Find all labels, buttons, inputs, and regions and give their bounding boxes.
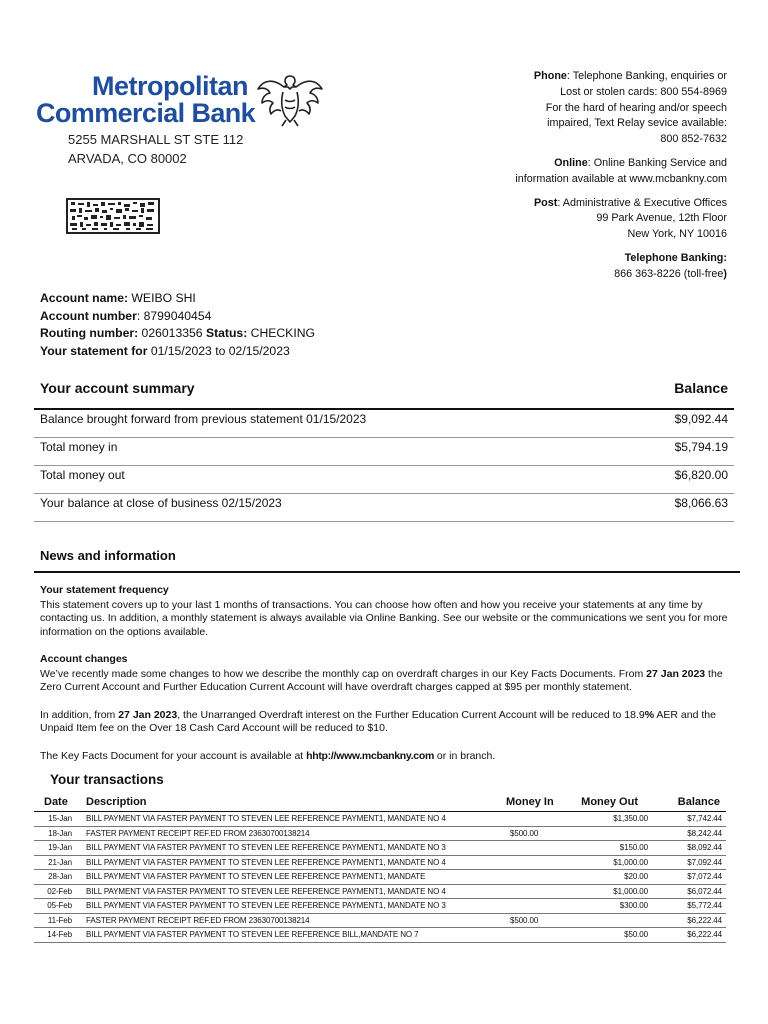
status-value: CHECKING [247,326,315,340]
account-number-line [40,308,315,326]
summary-row-value: $8,066.63 [674,496,728,510]
news-divider [34,571,740,573]
transaction-money-out: $150.00 [572,841,652,856]
account-changes-paragraph1 [40,668,732,695]
transaction-money-out: $1,000.00 [572,884,652,899]
summary-row [34,466,734,494]
transaction-description: FASTER PAYMENT RECEIPT REF.ED FROM 23630700138214 [82,826,502,841]
changes-p2-text: In addition, from [40,708,119,721]
changes-p1-rest: the Zero Current Account and Further Education Current Account will have overdraft charges capped at $95 per monthly statement. [40,667,723,693]
contact-phone [427,69,727,148]
transaction-row [34,812,726,827]
transaction-balance: $7,072.44 [652,870,726,885]
transaction-balance: $7,092.44 [652,855,726,870]
address-line2: ARVADA, CO 80002 [68,151,187,166]
balance-header: Balance [652,794,726,812]
summary-balance-header: Balance [674,380,728,396]
transaction-row [34,884,726,899]
transaction-money-in: $500.00 [502,913,572,928]
routing-value: 026013356 [138,326,206,340]
account-details [40,290,315,360]
summary-table [34,408,734,522]
summary-row [34,410,734,438]
transaction-balance: $6,072.44 [652,884,726,899]
changes-p2-date: 27 Jan 2023 [118,708,178,721]
transaction-money-out [572,913,652,928]
online-website: information available at www.mcbankny.com [515,172,727,185]
post-text: : Administrative & Executive Offices [557,196,727,209]
transaction-money-in [502,841,572,856]
transaction-row [34,928,726,943]
money-in-header: Money In [502,794,572,812]
summary-title: Your account summary [40,380,195,396]
transaction-money-out: $300.00 [572,899,652,914]
phone-lost-cards: Lost or stolen cards: 800 554-8969 [560,85,727,98]
phone-text-relay-number: 800 852-7632 [660,133,727,146]
transactions-table [34,794,726,943]
transaction-date: 14-Feb [34,928,82,943]
routing-line [40,325,315,343]
tel-banking-paren: ) [723,267,727,280]
contact-telephone-banking [427,251,727,283]
transaction-balance: $6,222.44 [652,928,726,943]
statement-period-value: 01/15/2023 to 02/15/2023 [147,343,290,358]
bank-logo [36,70,326,132]
customer-address [68,130,243,168]
transaction-money-in [502,855,572,870]
account-number-label: Account number [40,308,137,323]
summary-row-label: Total money in [40,440,118,454]
summary-row-label: Balance brought forward from previous statement 01/15/2023 [40,412,367,426]
transaction-money-out: $1,350.00 [572,812,652,827]
transaction-row [34,826,726,841]
tel-banking-label: Telephone Banking: [624,251,727,264]
transaction-balance: $5,772.44 [652,899,726,914]
post-label: Post [533,196,558,209]
changes-p2-rate: , the Unarranged Overdraft interest on the Further Education Current Account will be reduced to 18.9 [177,708,645,721]
transaction-balance: $6,222.44 [652,913,726,928]
transaction-balance: $7,742.44 [652,812,726,827]
transaction-date: 28-Jan [34,870,82,885]
post-address-line: 99 Park Avenue, 12th Floor [596,212,727,225]
summary-header [40,380,728,396]
transaction-row [34,899,726,914]
key-facts-text: The Key Facts Document for your account is available at [40,749,307,762]
transaction-row [34,855,726,870]
transaction-date: 19-Jan [34,841,82,856]
transaction-date: 11-Feb [34,913,82,928]
transaction-description: BILL PAYMENT VIA FASTER PAYMENT TO STEVEN LEE REFERENCE PAYMENT1, MANDATE NO 4 [82,884,502,899]
transaction-money-in [502,812,572,827]
summary-row-value: $9,092.44 [674,412,728,426]
statement-period-label: Your statement for [40,343,148,358]
date-header: Date [34,794,82,812]
online-text: : Online Banking Service and [587,156,727,169]
transaction-row [34,841,726,856]
transaction-description: BILL PAYMENT VIA FASTER PAYMENT TO STEVEN LEE REFERENCE PAYMENT1, MANDATE NO 3 [82,899,502,914]
transaction-date: 18-Jan [34,826,82,841]
address-line1: 5255 MARSHALL ST STE 112 [68,132,244,147]
bank-name-line1: Metropolitan [92,71,248,101]
contact-online [427,156,727,188]
transaction-money-out: $20.00 [572,870,652,885]
transaction-money-out [572,826,652,841]
summary-row-value: $6,820.00 [674,468,728,482]
routing-label: Routing number: [40,326,139,340]
transaction-date: 21-Jan [34,855,82,870]
transactions-title: Your transactions [50,772,164,787]
transaction-money-in [502,899,572,914]
changes-p1-text: We’ve recently made some changes to how we describe the monthly cap on overdraft charges in our Key Facts Documents. From [40,667,647,680]
transaction-money-in [502,928,572,943]
account-number-value: : 8799040454 [136,308,212,323]
bank-name-line2: Commercial Bank [36,98,256,128]
summary-row-label: Your balance at close of business 02/15/2023 [40,496,282,510]
account-changes-title: Account changes [40,653,128,665]
transaction-row [34,870,726,885]
key-facts-line [40,750,732,764]
transaction-description: BILL PAYMENT VIA FASTER PAYMENT TO STEVEN LEE REFERENCE PAYMENT1, MANDATE NO 4 [82,855,502,870]
account-name-label: Account name: [40,291,129,305]
changes-p1-date: 27 Jan 2023 [646,667,706,680]
account-name-value: WEIBO SHI [128,291,196,305]
transaction-date: 02-Feb [34,884,82,899]
statement-frequency-text: This statement covers up to your last 1 months of transactions. You can choose how often and how you receive your statements at any time by contacting us. In addition, a monthly statement is always available via Online Banking. See our website or the communications we sent you for more information on the options available. [40,598,728,638]
transaction-row [34,913,726,928]
changes-p2-rest: AER and the Unpaid Item fee on the Over 18 Cash Card Account will be reduced to $10. [40,708,716,734]
description-header: Description [82,794,502,812]
phone-hearing: For the hard of hearing and/or speech [545,101,727,114]
phone-text-relay: impaired, Text Relay sevice available: [547,117,727,130]
phone-label: Phone [533,70,567,82]
money-out-header: Money Out [572,794,652,812]
statement-frequency-title: Your statement frequency [40,584,169,596]
key-facts-link[interactable]: hhtp://www.mcbankny.com [306,749,434,762]
transaction-money-in: $500.00 [502,826,572,841]
transactions-header-row [34,794,726,812]
transaction-balance: $8,092.44 [652,841,726,856]
transaction-description: BILL PAYMENT VIA FASTER PAYMENT TO STEVEN LEE REFERENCE BILL,MANDATE NO 7 [82,928,502,943]
barcode-icon [66,198,160,234]
account-changes-paragraph2 [40,709,732,736]
eagle-emblem-icon [256,70,324,130]
status-label: Status: [205,326,248,340]
transaction-balance: $8,242.44 [652,826,726,841]
transaction-description: BILL PAYMENT VIA FASTER PAYMENT TO STEVEN LEE REFERENCE PAYMENT1, MANDATE [82,870,502,885]
transaction-description: BILL PAYMENT VIA FASTER PAYMENT TO STEVEN LEE REFERENCE PAYMENT1, MANDATE NO 3 [82,841,502,856]
statement-period-line [40,343,315,361]
news-section [40,584,732,771]
tel-banking-number: 866 363-8226 (toll-free [614,267,724,280]
transaction-date: 05-Feb [34,899,82,914]
transaction-money-out: $50.00 [572,928,652,943]
news-title: News and information [40,548,176,563]
summary-row-value: $5,794.19 [674,440,728,454]
contact-info [427,69,727,291]
online-label: Online [554,156,588,169]
contact-post [427,196,727,243]
account-name-line [40,290,315,308]
transaction-money-out: $1,000.00 [572,855,652,870]
transaction-date: 15-Jan [34,812,82,827]
transaction-money-in [502,870,572,885]
changes-p2-percent: % [644,708,655,721]
summary-row-label: Total money out [40,468,125,482]
summary-row [34,494,734,522]
transaction-description: BILL PAYMENT VIA FASTER PAYMENT TO STEVEN LEE REFERENCE PAYMENT1, MANDATE NO 4 [82,812,502,827]
transaction-money-in [502,884,572,899]
transaction-description: FASTER PAYMENT RECEIPT REF.ED FROM 23630700138214 [82,913,502,928]
key-facts-tail: or in branch. [434,749,496,762]
post-city-line: New York, NY 10016 [627,228,727,241]
phone-text: : Telephone Banking, enquiries or [566,70,727,82]
summary-row [34,438,734,466]
